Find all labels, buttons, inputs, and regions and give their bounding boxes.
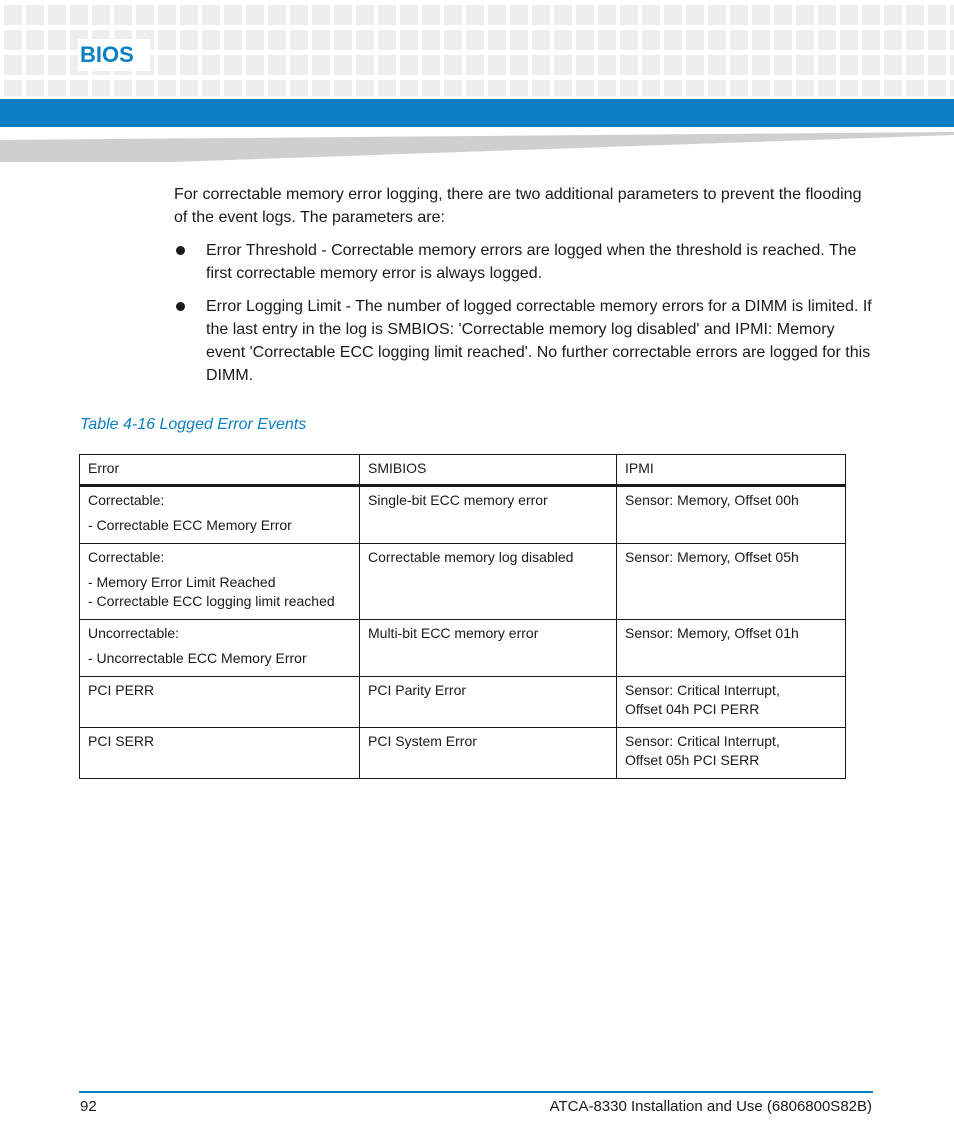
smbios-cell: Multi-bit ECC memory error — [360, 620, 617, 677]
table-row — [80, 620, 846, 677]
error-title: Correctable: — [88, 492, 165, 508]
table-row — [80, 728, 846, 779]
ipmi-cell — [617, 677, 846, 728]
table-row — [80, 486, 846, 544]
bullet-text: Error Threshold - Correctable memory errors are logged when the threshold is reached. The first correctable memory error is always logged. — [206, 242, 857, 282]
intro-paragraph: For correctable memory error logging, there are two additional parameters to prevent the flooding of the event logs. The parameters are: — [174, 186, 862, 226]
page-number: 92 — [80, 1098, 97, 1115]
bullet-text: Error Logging Limit - The number of logged correctable memory errors for a DIMM is limited. If the last entry in the log is SMBIOS: 'Correctable memory log disabled' and IPMI: Memory event 'Correctable ECC logging limit reached'. No further correctable errors are logged for this DIMM. — [206, 298, 872, 384]
error-cell — [80, 544, 360, 620]
column-header-error: Error — [80, 455, 360, 486]
column-header-smbios: SMIBIOS — [360, 455, 617, 486]
body-text — [174, 183, 874, 397]
smbios-cell: PCI Parity Error — [360, 677, 617, 728]
ipmi-cell: Sensor: Memory, Offset 00h — [617, 486, 846, 544]
error-cell: PCI PERR — [80, 677, 360, 728]
ipmi-line: Offset 04h PCI PERR — [625, 701, 760, 717]
error-title: Uncorrectable: — [88, 625, 180, 641]
table-header-row — [80, 455, 846, 486]
ipmi-line: Sensor: Critical Interrupt, — [625, 733, 780, 749]
footer-rule — [79, 1091, 873, 1093]
error-detail: - Uncorrectable ECC Memory Error — [88, 650, 307, 666]
ipmi-line: Offset 05h PCI SERR — [625, 752, 760, 768]
logged-error-events-table — [79, 454, 846, 779]
smbios-cell: PCI System Error — [360, 728, 617, 779]
smbios-cell: Single-bit ECC memory error — [360, 486, 617, 544]
error-cell — [80, 486, 360, 544]
ipmi-cell — [617, 728, 846, 779]
document-title: ATCA-8330 Installation and Use (6806800S82B) — [549, 1098, 872, 1115]
error-detail: - Correctable ECC logging limit reached — [88, 593, 335, 609]
error-cell — [80, 620, 360, 677]
bullet-icon — [176, 302, 185, 311]
ipmi-cell: Sensor: Memory, Offset 05h — [617, 544, 846, 620]
error-detail: - Correctable ECC Memory Error — [88, 517, 292, 533]
ipmi-line: Sensor: Critical Interrupt, — [625, 682, 780, 698]
ipmi-cell: Sensor: Memory, Offset 01h — [617, 620, 846, 677]
error-detail: - Memory Error Limit Reached — [88, 574, 276, 590]
column-header-ipmi: IPMI — [617, 455, 846, 486]
bullet-item — [174, 239, 874, 285]
error-cell: PCI SERR — [80, 728, 360, 779]
table-row — [80, 544, 846, 620]
bullet-icon — [176, 246, 185, 255]
error-title: Correctable: — [88, 549, 165, 565]
header-blue-band — [0, 99, 954, 127]
smbios-cell: Correctable memory log disabled — [360, 544, 617, 620]
table-caption: Table 4-16 Logged Error Events — [80, 416, 307, 433]
bullet-item — [174, 295, 874, 387]
header-gray-wedge — [0, 132, 954, 162]
bullet-list — [174, 239, 874, 387]
table-row — [80, 677, 846, 728]
section-title: BIOS — [78, 39, 150, 71]
